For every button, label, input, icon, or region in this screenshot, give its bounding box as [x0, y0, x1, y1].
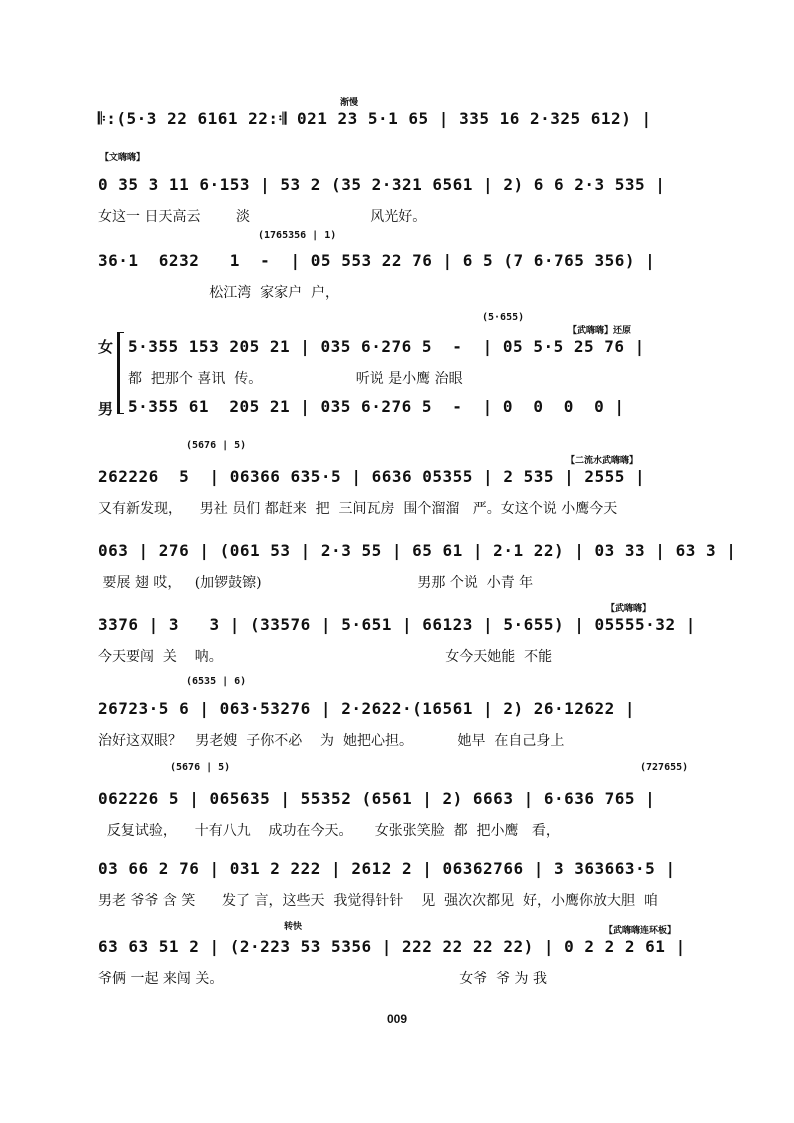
notation-line-4-female: 5·355 153 205 21 | 035 6·276 5 - | 05 5·5 25 76 | [128, 337, 645, 356]
notation-line-2: 0 35 3 11 6·153 | 53 2 (35 2·321 6561 | 2) 6 6 2·3 535 | [98, 175, 666, 194]
lyrics-line-8: 治好这双眼？ 男老嫂 子你不必 为 她把心担。 她早 在自己身上 [98, 733, 565, 749]
lyrics-line-7: 今天要闯 关 呐。 女今天她能 不能 [98, 649, 553, 665]
notation-line-6: 063 | 276 | (061 53 | 2·3 55 | 65 61 | 2·1 22) | 03 33 | 63 3 | [98, 541, 737, 560]
lyrics-line-6: 要展 翅 哎， (加锣鼓镲) 男那 个说 小青 年 [98, 575, 534, 591]
tempo-mark-slowing: 渐慢 [340, 98, 359, 108]
lyrics-line-5: 又有新发现， 男社 员们 都赶来 把 三间瓦房 围个溜溜 严。女这个说 小鹰今天 [98, 501, 618, 517]
lyrics-line-2: 女这一 日天高云 淡 风光好。 [98, 209, 427, 225]
notation-line-7: 3376 | 3 3 | (33576 | 5·651 | 66123 | 5·655) | 05555·32 | [98, 615, 696, 634]
small-note-insert-8: (6535 | 6) [186, 676, 247, 687]
notation-line-4-male: 5·355 61 205 21 | 035 6·276 5 - | 0 0 0 0 | [128, 397, 625, 416]
lyrics-line-11: 爷俩 一起 来闯 关。 女爷 爷 为 我 [98, 971, 548, 987]
small-note-insert-3: (1765356 | 1) [258, 230, 337, 241]
lyrics-line-4-female: 都 把那个 喜讯 传。 听说 是小鹰 治眼 [128, 371, 463, 387]
notation-line-1: 𝄆:(5·3 22 6161 22:𝄇 021 23 5·1 65 | 335 16 2·325 612) | [98, 109, 652, 128]
section-mark-wu-haihai-restore: 【武嗨嗨】还原 [568, 326, 632, 336]
lyrics-line-9: 反复试验， 十有八九 成功在今天。 女张张笑脸 都 把小鹰 看， [98, 823, 560, 839]
notation-line-11: 63 63 51 2 | (2·223 53 5356 | 222 22 22 22) | 0 2 2 2 61 | [98, 937, 686, 956]
small-note-insert-4: (5·655) [482, 312, 525, 323]
lyrics-line-10: 男老 爷爷 含 笑 发了 言，这些天 我觉得针针 见 强次次都见 好，小鹰你放大胆 咱 [98, 893, 658, 909]
section-mark-wen-haihai: 【文嗨嗨】 [100, 153, 146, 163]
section-mark-lianhuanban: 【武嗨嗨连环板】 [604, 926, 677, 936]
small-note-insert-5: (5676 | 5) [186, 440, 247, 451]
small-note-insert-9a: (5676 | 5) [170, 762, 231, 773]
notation-line-10: 03 66 2 76 | 031 2 222 | 2612 2 | 06362766 | 3 363663·5 | [98, 859, 676, 878]
voice-label-male: 男 [98, 400, 114, 418]
small-note-insert-9b: (727655) [640, 762, 689, 773]
notation-line-8: 26723·5 6 | 063·53276 | 2·2622·(16561 | 2) 26·12622 | [98, 699, 636, 718]
section-mark-erliushui: 【二流水武嗨嗨】 [566, 456, 639, 466]
notation-line-5: 262226 5 | 06366 635·5 | 6636 05355 | 2 535 | 2555 | [98, 467, 646, 486]
section-mark-wu-haihai: 【武嗨嗨】 [606, 604, 652, 614]
voice-label-female: 女 [98, 338, 114, 356]
lyrics-line-3: 松江湾 家家户 户， [98, 285, 340, 301]
notation-line-3: 36·1 6232 1 - | 05 553 22 76 | 6 5 (7 6·765 356) | [98, 251, 656, 270]
notation-line-9: 062226 5 | 065635 | 55352 (6561 | 2) 6663 | 6·636 765 | [98, 789, 656, 808]
voice-brace [117, 332, 124, 414]
tempo-mark-faster: 转快 [284, 922, 303, 932]
page-number: 009 [386, 1012, 408, 1026]
